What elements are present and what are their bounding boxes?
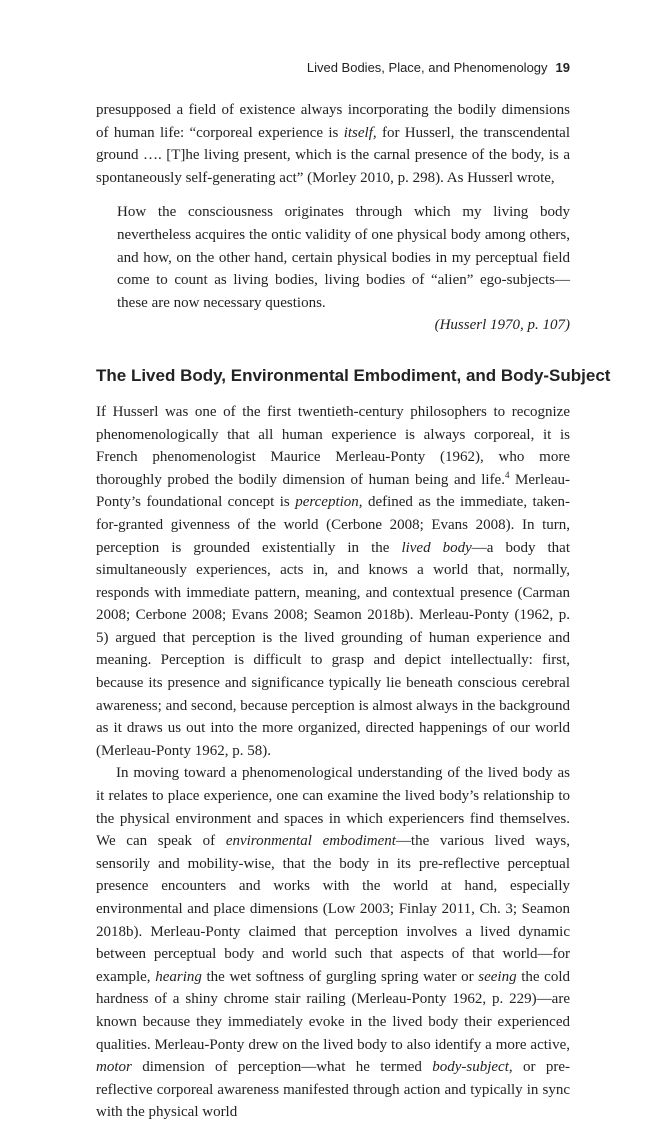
text-run: —a body that simultaneously experiences, acts in, and knows a world that, normally, responds with immediate pattern, meaning, and contextual presence (Carman 2008; Cerbone 2008; Evans 2008; Seamon 2018b). Merleau-Ponty (1962, p. 5) argued that perception is the lived grounding of human experience and meaning. Perception is difficult to grasp and depict intellectually: first, because its presence and significance typically lie beneath conscious cerebral awareness; and second, because perception is almost always in the background as it draws us out into the more organized, directed happenings of our world (Merleau-Ponty 1962, p. 58). bbox=[96, 539, 570, 759]
text-run: presupposed a field of existence always incorporating the bodily dimensions of human life: “corporeal experience is bbox=[96, 102, 570, 141]
block-quote bbox=[117, 201, 570, 337]
emphasis: perception, bbox=[295, 494, 363, 511]
emphasis: motor bbox=[96, 1059, 132, 1076]
emphasis: itself, bbox=[343, 124, 377, 141]
text-run: Merleau-Ponty’s foundational concept is bbox=[96, 471, 571, 511]
page-number: 19 bbox=[555, 60, 570, 75]
emphasis: lived body bbox=[401, 539, 472, 556]
text-run: In moving toward a phenomenological understanding of the lived body as it relates to place experience, one can examine the lived body’s relationship to the physical environment and spaces in which experiencers find themselves. We can speak of bbox=[96, 765, 570, 850]
emphasis: environmental embodiment bbox=[225, 833, 396, 850]
text-run: for Husserl, the transcendental ground …. [T]he living present, which is the carnal presence of the body, is a spontaneously self-generating act” (Morley 2010, p. 298). As Husserl wrote, bbox=[96, 124, 570, 186]
section-heading: The Lived Body, Environmental Embodiment, and Body-Subject bbox=[96, 365, 611, 385]
running-head-title: Lived Bodies, Place, and Phenomenology bbox=[306, 60, 548, 75]
footnote-marker[interactable]: 4 bbox=[504, 469, 510, 480]
text-run: the cold hardness of a shiny chrome stair railing (Merleau-Ponty 1962, p. 229)—are known because they immediately evoke in the lived body their experienced qualities. Merleau-Ponty drew on the lived body to also identify a more active, bbox=[96, 968, 570, 1053]
paragraph bbox=[96, 762, 570, 1124]
quote-text: How the consciousness originates through which my living body nevertheless acquires the ontic validity of one physical body among others, and how, on the other hand, certain physical bodies in my perceptual field come to count as living bodies, living bodies of “alien” ego-subjects—these are now necessary questions. bbox=[117, 204, 570, 311]
quote-citation: (Husserl 1970, p. 107) bbox=[434, 317, 570, 334]
paragraph-continuation bbox=[96, 99, 570, 189]
running-head bbox=[307, 60, 570, 75]
emphasis: body-subject, bbox=[432, 1059, 513, 1076]
text-run: dimension of perception—what he termed bbox=[131, 1059, 433, 1076]
text-run: —the various lived ways, sensorily and mobility-wise, that the body in its pre-reflective perceptual presence encounters and works with the world at hand, especially environmental and place dimensions (Low 2003; Finlay 2011, Ch. 3; Seamon 2018b). Merleau-Ponty claimed that perception involves a lived dynamic between perceptual body and world such that aspects of that world—for example, bbox=[96, 833, 571, 985]
text-run: If Husserl was one of the first twentieth-century philosophers to recognize phenomenologically that all human experience is always corporeal, it is French phenomenologist Maurice Merleau-Ponty (1962), who more thoroughly probed the bodily dimension of human being and life. bbox=[96, 403, 570, 488]
paragraph bbox=[96, 401, 570, 763]
emphasis: hearing bbox=[155, 968, 202, 985]
text-run: or pre-reflective corporeal awareness manifested through action and typically in sync with the physical world bbox=[96, 1059, 570, 1121]
text-run: defined as the immediate, taken-for-granted givenness of the world (Cerbone 2008; Evans 2008). In turn, perception is grounded existentially in the bbox=[96, 494, 570, 556]
emphasis: seeing bbox=[478, 968, 517, 985]
body-text bbox=[96, 99, 611, 1124]
text-run: the wet softness of gurgling spring water or bbox=[201, 968, 479, 985]
